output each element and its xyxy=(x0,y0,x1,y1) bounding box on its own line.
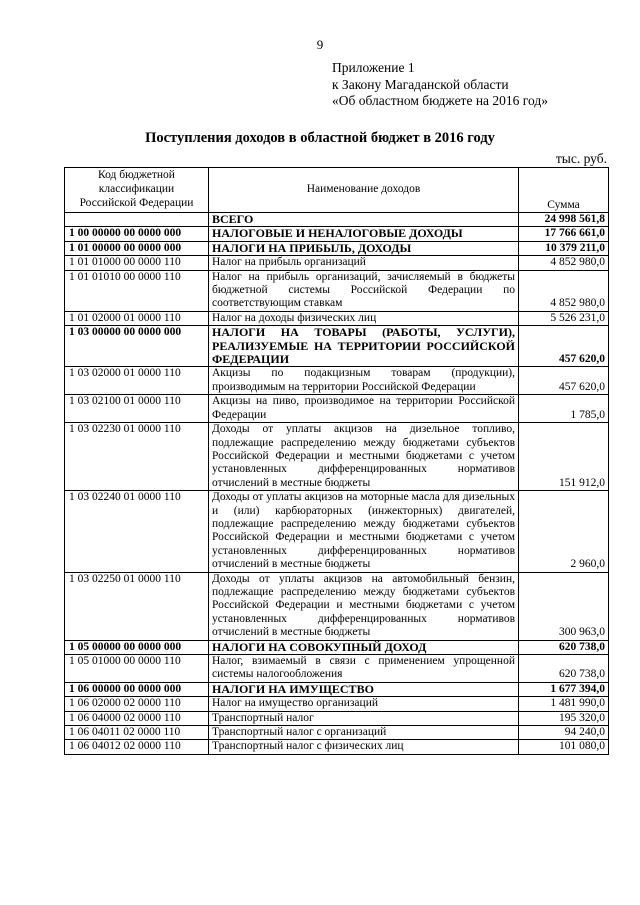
amount-cell: 4 852 980,0 xyxy=(519,270,609,311)
amount-cell: 1 677 394,0 xyxy=(519,682,609,696)
name-cell: НАЛОГИ НА СОВОКУПНЫЙ ДОХОД xyxy=(209,640,519,654)
table-row xyxy=(65,213,609,227)
appendix-line: «Об областном бюджете на 2016 год» xyxy=(332,93,548,108)
appendix-line: к Закону Магаданской области xyxy=(332,76,509,92)
amount-cell: 2 960,0 xyxy=(519,491,609,572)
table-row xyxy=(65,640,609,654)
name-cell: Акцизы на пиво, производимое на территории Российской Федерации xyxy=(209,395,519,423)
name-cell: ВСЕГО xyxy=(209,213,519,227)
revenue-table xyxy=(64,167,609,755)
code-cell: 1 06 04011 02 0000 110 xyxy=(65,726,209,740)
amount-cell: 10 379 211,0 xyxy=(519,241,609,255)
name-cell: НАЛОГОВЫЕ И НЕНАЛОГОВЫЕ ДОХОДЫ xyxy=(209,227,519,241)
amount-cell: 1 481 990,0 xyxy=(519,697,609,711)
table-row xyxy=(65,491,609,572)
table-row xyxy=(65,423,609,491)
name-cell: Налог на доходы физических лиц xyxy=(209,311,519,325)
table-row xyxy=(65,256,609,270)
code-cell: 1 03 02230 01 0000 110 xyxy=(65,423,209,491)
code-cell: 1 03 02240 01 0000 110 xyxy=(65,491,209,572)
table-row xyxy=(65,740,609,754)
code-cell: 1 06 04012 02 0000 110 xyxy=(65,740,209,754)
code-cell: 1 06 04000 02 0000 110 xyxy=(65,711,209,725)
table-body xyxy=(65,213,609,755)
code-cell: 1 01 00000 00 0000 000 xyxy=(65,241,209,255)
table-header-row xyxy=(65,168,609,213)
amount-cell: 620 738,0 xyxy=(519,655,609,683)
amount-cell: 151 912,0 xyxy=(519,423,609,491)
code-cell: 1 01 01000 00 0000 110 xyxy=(65,256,209,270)
name-cell: Налог, взимаемый в связи с применением упрощенной системы налогообложения xyxy=(209,655,519,683)
amount-cell: 195 320,0 xyxy=(519,711,609,725)
code-cell: 1 05 00000 00 0000 000 xyxy=(65,640,209,654)
amount-cell: 24 998 561,8 xyxy=(519,213,609,227)
table-row xyxy=(65,711,609,725)
table-row xyxy=(65,655,609,683)
name-cell: Доходы от уплаты акцизов на моторные масла для дизельных и (или) карбюраторных (инжекторных) двигателей, подлежащие распределению между бюджетами субъектов Российской Федерации и местными бюджетами с учетом установленных дифференцированных нормативов отчислений в местные бюджеты xyxy=(209,491,519,572)
amount-cell: 17 766 661,0 xyxy=(519,227,609,241)
amount-cell: 300 963,0 xyxy=(519,572,609,640)
name-cell: Акцизы по подакцизным товарам (продукции), производимым на территории Российской Федерации xyxy=(209,367,519,395)
table-row xyxy=(65,367,609,395)
table-row xyxy=(65,682,609,696)
table-row xyxy=(65,395,609,423)
table-row xyxy=(65,326,609,367)
name-cell: Доходы от уплаты акцизов на дизельное топливо, подлежащие распределению между бюджетами субъектов Российской Федерации и местными бюджетами с учетом установленных дифференцированных нормативов отчислений в местные бюджеты xyxy=(209,423,519,491)
name-cell: НАЛОГИ НА ТОВАРЫ (РАБОТЫ, УСЛУГИ), РЕАЛИЗУЕМЫЕ НА ТЕРРИТОРИИ РОССИЙСКОЙ ФЕДЕРАЦИИ xyxy=(209,326,519,367)
code-cell: 1 03 02000 01 0000 110 xyxy=(65,367,209,395)
table-row xyxy=(65,227,609,241)
code-cell: 1 06 00000 00 0000 000 xyxy=(65,682,209,696)
name-cell: Транспортный налог с организаций xyxy=(209,726,519,740)
units-label: тыс. руб. xyxy=(555,151,607,166)
name-cell: Налог на прибыль организаций, зачисляемый в бюджеты бюджетной системы Российской Федерации по соответствующим ставкам xyxy=(209,270,519,311)
amount-cell: 620 738,0 xyxy=(519,640,609,654)
table-row xyxy=(65,726,609,740)
code-cell: 1 00 00000 00 0000 000 xyxy=(65,227,209,241)
document-title: Поступления доходов в областной бюджет в 2016 году xyxy=(145,130,495,146)
amount-cell: 94 240,0 xyxy=(519,726,609,740)
table-row xyxy=(65,241,609,255)
name-cell: Транспортный налог с физических лиц xyxy=(209,740,519,754)
name-cell: Налог на имущество организаций xyxy=(209,697,519,711)
code-cell xyxy=(65,213,209,227)
code-cell: 1 03 00000 00 0000 000 xyxy=(65,326,209,367)
appendix-header xyxy=(332,60,548,110)
name-cell: НАЛОГИ НА ИМУЩЕСТВО xyxy=(209,682,519,696)
code-cell: 1 01 02000 01 0000 110 xyxy=(65,311,209,325)
table-row xyxy=(65,311,609,325)
amount-cell: 457 620,0 xyxy=(519,367,609,395)
name-cell: НАЛОГИ НА ПРИБЫЛЬ, ДОХОДЫ xyxy=(209,241,519,255)
amount-cell: 5 526 231,0 xyxy=(519,311,609,325)
header-name: Наименование доходов xyxy=(209,168,519,213)
page-number: 9 xyxy=(316,37,324,52)
code-cell: 1 03 02100 01 0000 110 xyxy=(65,395,209,423)
appendix-line: Приложение 1 xyxy=(332,60,415,75)
code-cell: 1 06 02000 02 0000 110 xyxy=(65,697,209,711)
table-row xyxy=(65,572,609,640)
header-code-line: Код бюджетной xyxy=(98,169,175,181)
code-cell: 1 01 01010 00 0000 110 xyxy=(65,270,209,311)
amount-cell: 1 785,0 xyxy=(519,395,609,423)
header-sum: Сумма xyxy=(519,168,609,213)
code-cell: 1 05 01000 00 0000 110 xyxy=(65,655,209,683)
header-code-line: Российской Федерации xyxy=(79,197,194,209)
table-row xyxy=(65,697,609,711)
header-code-line: классификации xyxy=(98,183,175,195)
header-code xyxy=(65,168,209,213)
name-cell: Доходы от уплаты акцизов на автомобильный бензин, подлежащие распределению между бюджетами субъектов Российской Федерации и местными бюджетами с учетом установленных дифференцированных нормативов отчислений в местные бюджеты xyxy=(209,572,519,640)
table-row xyxy=(65,270,609,311)
name-cell: Налог на прибыль организаций xyxy=(209,256,519,270)
amount-cell: 101 080,0 xyxy=(519,740,609,754)
amount-cell: 457 620,0 xyxy=(519,326,609,367)
amount-cell: 4 852 980,0 xyxy=(519,256,609,270)
name-cell: Транспортный налог xyxy=(209,711,519,725)
code-cell: 1 03 02250 01 0000 110 xyxy=(65,572,209,640)
